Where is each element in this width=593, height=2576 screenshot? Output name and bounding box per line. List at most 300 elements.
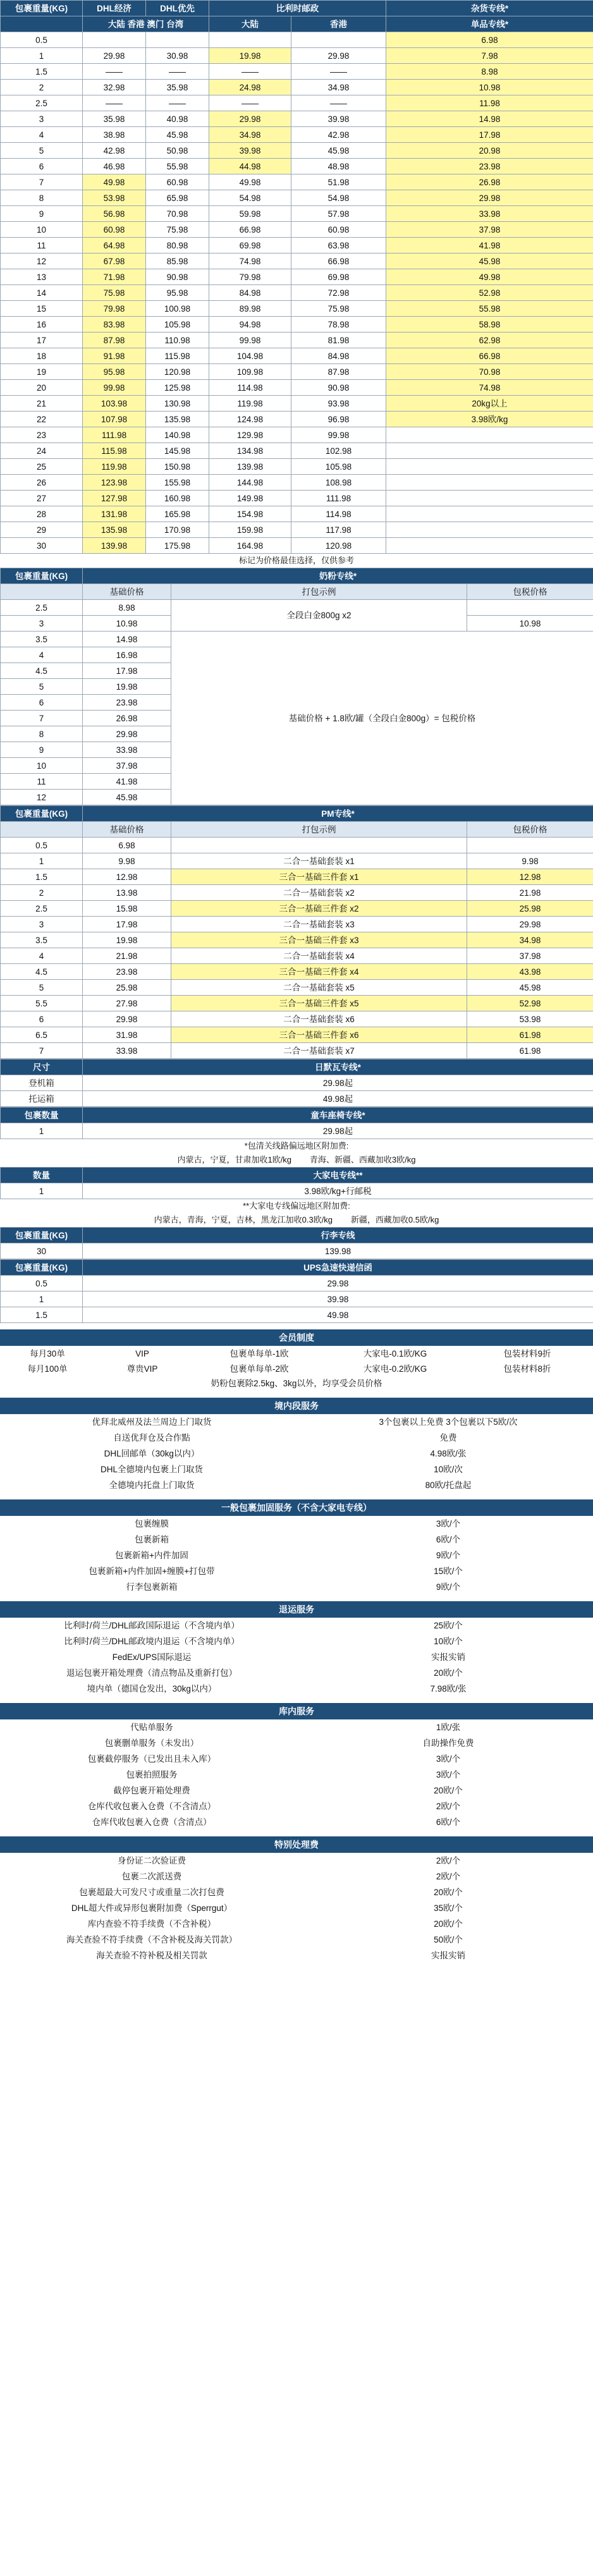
weight-cell: 5 (1, 980, 83, 996)
member-cell-2: 包裹单每单-1欧 (229, 1348, 289, 1358)
service-name: 海关查验不符手续费（不含补税及海关罚款） (66, 1935, 237, 1944)
service-price: 3个包裹以上免费 3个包裹以下5欧/次 (379, 1417, 518, 1427)
dhl-economy-price: 95.98 (83, 364, 146, 380)
special-title: 特别处理费 (0, 1836, 593, 1853)
tax-price: 12.98 (467, 869, 593, 885)
weight-cell: 6 (1, 1011, 83, 1027)
dhl-economy-price: 115.98 (83, 443, 146, 459)
base-price: 21.98 (83, 948, 171, 964)
weight-cell: 2 (1, 80, 83, 95)
example-cell: 二合一基础套装 x2 (171, 885, 467, 901)
weight-cell: 29 (1, 522, 83, 538)
belgium-mainland-price: 99.98 (209, 333, 291, 348)
service-price: 2欧/个 (436, 1802, 461, 1811)
express-header-row (1, 1, 593, 16)
table-row (1, 159, 593, 174)
warehouse-title: 库内服务 (0, 1703, 593, 1719)
table-row (1, 1307, 593, 1323)
table-row (1, 901, 593, 917)
service-price: 20欧/个 (434, 1888, 463, 1897)
milk-title: 奶粉专线* (83, 568, 593, 584)
member-cell-3: 大家电-0.2欧/KG (363, 1364, 427, 1374)
table-row (1, 64, 593, 80)
table-row (1, 632, 593, 647)
service-name: 仓库代收包裹入仓费（不含清点） (87, 1802, 216, 1811)
weight-cell: 27 (1, 491, 83, 506)
table-row (1, 1011, 593, 1027)
table-row (1, 253, 593, 269)
service-name: 退运包裹开箱处理费（清点物品及重新打包） (66, 1668, 237, 1678)
dhl-priority-price: 155.98 (146, 475, 209, 491)
weight-cell: 25 (1, 459, 83, 475)
service-price: 免费 (439, 1433, 457, 1443)
misc-line-price (386, 443, 593, 459)
value-cell: 29.98 (83, 1276, 593, 1291)
value-cell: 49.98起 (83, 1091, 593, 1107)
misc-line-price: 14.98 (386, 111, 593, 127)
example-cell (171, 838, 467, 853)
service-name: 比利时/荷兰/DHL邮政国际退运（不含境内单） (64, 1621, 240, 1630)
weight-cell: 2.5 (1, 901, 83, 917)
member-cell-1: VIP (135, 1348, 149, 1358)
weight-cell: 8 (1, 726, 83, 742)
base-price: 37.98 (83, 758, 171, 774)
subheader-empty (1, 822, 83, 838)
table-row (0, 1547, 593, 1563)
dhl-priority-price: 105.98 (146, 317, 209, 333)
dhl-priority-price: 175.98 (146, 538, 209, 554)
value-cell: 39.98 (83, 1291, 593, 1307)
misc-line-price: 29.98 (386, 190, 593, 206)
dhl-priority-price: 165.98 (146, 506, 209, 522)
returns-table (0, 1618, 593, 1697)
pm-table (0, 805, 593, 1059)
belgium-hongkong-price: 42.98 (291, 127, 386, 143)
weight-cell: 3 (1, 111, 83, 127)
belgium-hongkong-price: 90.98 (291, 380, 386, 396)
subheader-single-line: 单品专线* (386, 16, 593, 32)
weight-cell: 7 (1, 711, 83, 726)
table-row (0, 1665, 593, 1681)
weight-cell: 5.5 (1, 996, 83, 1011)
table-row (1, 32, 593, 48)
service-price: 4.98欧/张 (430, 1449, 467, 1458)
appliance-note-title: **大家电专线偏远地区附加费: (243, 1201, 350, 1211)
weight-cell: 1 (1, 853, 83, 869)
misc-line-price: 10.98 (386, 80, 593, 95)
belgium-hongkong-price: 51.98 (291, 174, 386, 190)
table-row (1, 917, 593, 932)
weight-cell: 4.5 (1, 663, 83, 679)
example-cell: 二合一基础套装 x4 (171, 948, 467, 964)
belgium-mainland-price: —— (209, 64, 291, 80)
member-cell-2: 包裹单每单-2欧 (229, 1364, 289, 1374)
misc-line-price (386, 475, 593, 491)
base-price: 29.98 (83, 726, 171, 742)
dhl-priority-price: 100.98 (146, 301, 209, 317)
belgium-hongkong-price: 87.98 (291, 364, 386, 380)
table-row (1, 980, 593, 996)
header-dhl-economy: DHL经济 (83, 1, 146, 16)
service-name: 包裹新箱 (135, 1535, 169, 1544)
service-price: 9欧/个 (436, 1551, 461, 1560)
belgium-mainland-price: 66.98 (209, 222, 291, 238)
table-row (1, 190, 593, 206)
table-row (1, 1291, 593, 1307)
service-name: 包裹截停服务（已发出且未入库） (87, 1754, 216, 1764)
weight-cell: 3.5 (1, 632, 83, 647)
base-price: 8.98 (83, 600, 171, 616)
table-row (1, 364, 593, 380)
weight-cell: 3 (1, 616, 83, 632)
table-row (1, 174, 593, 190)
weight-cell: 14 (1, 285, 83, 301)
tax-price: 53.98 (467, 1011, 593, 1027)
table-row (0, 1532, 593, 1547)
dhl-economy-price: 107.98 (83, 412, 146, 427)
service-price: 1欧/张 (436, 1723, 461, 1732)
base-price: 29.98 (83, 1011, 171, 1027)
service-price: 9欧/个 (436, 1582, 461, 1592)
table-row (1, 853, 593, 869)
misc-line-price: 52.98 (386, 285, 593, 301)
dhl-priority-price: 45.98 (146, 127, 209, 143)
dhl-economy-price: 139.98 (83, 538, 146, 554)
misc-line-price: 41.98 (386, 238, 593, 253)
belgium-mainland-price: 104.98 (209, 348, 291, 364)
packing-title: 一般包裹加固服务（不含大家电专线） (0, 1499, 593, 1516)
belgium-mainland-price: 49.98 (209, 174, 291, 190)
japan-table (0, 1059, 593, 1107)
belgium-mainland-price: 44.98 (209, 159, 291, 174)
belgium-hongkong-price: 48.98 (291, 159, 386, 174)
label-cell: 1 (1, 1291, 83, 1307)
dhl-economy-price: 99.98 (83, 380, 146, 396)
dhl-economy-price: 56.98 (83, 206, 146, 222)
table-row (1, 869, 593, 885)
table-row (1, 238, 593, 253)
stroller-table (0, 1107, 593, 1139)
express-note: 标记为价格最佳选择，仅供参考 (238, 556, 354, 565)
service-price: 2欧/个 (436, 1872, 461, 1881)
misc-line-price (386, 427, 593, 443)
dhl-priority-price: 65.98 (146, 190, 209, 206)
service-name: 海关查验不符补税及相关罚款 (96, 1951, 207, 1960)
dhl-economy-price: 135.98 (83, 522, 146, 538)
base-price: 9.98 (83, 853, 171, 869)
table-row (1, 269, 593, 285)
dhl-priority-price: 60.98 (146, 174, 209, 190)
service-name: 代贴单服务 (130, 1723, 173, 1732)
table-row (1, 143, 593, 159)
misc-line-price: 45.98 (386, 253, 593, 269)
table-row (1, 459, 593, 475)
dhl-economy-price: 46.98 (83, 159, 146, 174)
dhl-economy-price: 60.98 (83, 222, 146, 238)
subheader-empty (1, 584, 83, 600)
belgium-mainland-price: 89.98 (209, 301, 291, 317)
member-cell-1: 尊贵VIP (126, 1364, 158, 1374)
weight-cell: 9 (1, 742, 83, 758)
dhl-priority-price: 135.98 (146, 412, 209, 427)
service-name: DHL全德境内包裹上门取货 (100, 1465, 203, 1474)
stroller-col1: 包裹数量 (1, 1108, 83, 1123)
weight-cell: 6.5 (1, 1027, 83, 1043)
misc-line-price (386, 459, 593, 475)
belgium-hongkong-price: 69.98 (291, 269, 386, 285)
header-base-price: 基础价格 (83, 584, 171, 600)
belgium-mainland-price: 54.98 (209, 190, 291, 206)
table-row (1, 996, 593, 1011)
example-cell: 三合一基础三件套 x2 (171, 901, 467, 917)
belgium-hongkong-price: 99.98 (291, 427, 386, 443)
dhl-priority-price: 95.98 (146, 285, 209, 301)
luggage-table (0, 1227, 593, 1259)
belgium-mainland-price: 114.98 (209, 380, 291, 396)
table-row (1, 317, 593, 333)
value-cell: 49.98 (83, 1307, 593, 1323)
table-row (0, 1516, 593, 1532)
belgium-mainland-price: 94.98 (209, 317, 291, 333)
misc-line-price: 20.98 (386, 143, 593, 159)
base-price: 27.98 (83, 996, 171, 1011)
appliance-note-body: 内蒙古，青海，宁夏，吉林，黑龙江加收0.3欧/kg 新疆，西藏加收0.5欧/kg (154, 1215, 439, 1224)
dhl-priority-price: 85.98 (146, 253, 209, 269)
weight-cell: 3 (1, 917, 83, 932)
value-cell: 29.98起 (83, 1123, 593, 1139)
belgium-hongkong-price (291, 32, 386, 48)
dhl-priority-price: 55.98 (146, 159, 209, 174)
dhl-priority-price: 75.98 (146, 222, 209, 238)
misc-line-price: 8.98 (386, 64, 593, 80)
tax-price: 34.98 (467, 932, 593, 948)
belgium-mainland-price: 39.98 (209, 143, 291, 159)
table-row (1, 48, 593, 64)
label-cell: 0.5 (1, 1276, 83, 1291)
weight-cell: 4.5 (1, 964, 83, 980)
service-name: 自送优拜仓及合作點 (113, 1433, 190, 1443)
weight-cell: 12 (1, 790, 83, 805)
weight-cell: 26 (1, 475, 83, 491)
base-price: 10.98 (83, 616, 171, 632)
tax-price-empty (467, 600, 593, 616)
weight-cell: 6 (1, 695, 83, 711)
header-weight: 包裹重量(KG) (1, 1, 83, 16)
base-price: 17.98 (83, 663, 171, 679)
service-price: 实报实销 (431, 1951, 465, 1960)
weight-cell: 18 (1, 348, 83, 364)
example-cell: 三合一基础三件套 x5 (171, 996, 467, 1011)
service-price: 3欧/个 (436, 1754, 461, 1764)
header-belgium-post: 比利时邮政 (209, 1, 386, 16)
label-cell: 托运箱 (1, 1091, 83, 1107)
belgium-hongkong-price: 117.98 (291, 522, 386, 538)
misc-line-price: 62.98 (386, 333, 593, 348)
service-name: 比利时/荷兰/DHL邮政境内退运（不含境内单） (64, 1637, 240, 1646)
luggage-col1: 包裹重量(KG) (1, 1228, 83, 1243)
service-name: 优拜北威州及法兰周边上门取货 (92, 1417, 212, 1427)
belgium-mainland-price: 124.98 (209, 412, 291, 427)
dhl-economy-price: 119.98 (83, 459, 146, 475)
belgium-mainland-price: 139.98 (209, 459, 291, 475)
member-cell-4: 包装材料9折 (503, 1348, 551, 1358)
member-cell-0: 每月100单 (27, 1364, 68, 1374)
service-name: 仓库代收包裹入仓费（含清点） (92, 1817, 212, 1827)
weight-cell: 5 (1, 143, 83, 159)
belgium-hongkong-price: 72.98 (291, 285, 386, 301)
packing-table (0, 1516, 593, 1595)
weight-cell: 3.5 (1, 932, 83, 948)
base-price: 17.98 (83, 917, 171, 932)
weight-cell: 19 (1, 364, 83, 380)
table-row (1, 1243, 593, 1259)
tax-price: 61.98 (467, 1027, 593, 1043)
base-price: 16.98 (83, 647, 171, 663)
warehouse-table (0, 1719, 593, 1830)
table-row (1, 380, 593, 396)
service-price: 35欧/个 (434, 1903, 463, 1913)
dhl-economy-price: 71.98 (83, 269, 146, 285)
table-row (0, 1884, 593, 1900)
tax-price: 61.98 (467, 1043, 593, 1059)
service-name: 包裹缠膜 (135, 1519, 169, 1529)
table-row (1, 1027, 593, 1043)
belgium-mainland-price: 74.98 (209, 253, 291, 269)
header-example: 打包示例 (171, 822, 467, 838)
table-row (1, 1075, 593, 1091)
belgium-hongkong-price: 111.98 (291, 491, 386, 506)
table-row (0, 1735, 593, 1751)
label-cell: 1.5 (1, 1307, 83, 1323)
belgium-mainland-price: —— (209, 95, 291, 111)
table-row (0, 1869, 593, 1884)
belgium-hongkong-price: —— (291, 64, 386, 80)
table-row (0, 1579, 593, 1595)
table-row (0, 1916, 593, 1932)
dhl-economy-price: 67.98 (83, 253, 146, 269)
belgium-hongkong-price: 39.98 (291, 111, 386, 127)
table-row (0, 1783, 593, 1798)
stroller-title: 童车座椅专线* (83, 1108, 593, 1123)
example-cell: 二合一基础套装 x1 (171, 853, 467, 869)
service-price: 25欧/个 (434, 1621, 463, 1630)
base-price: 14.98 (83, 632, 171, 647)
service-price: 6欧/个 (436, 1817, 461, 1827)
belgium-hongkong-price: 66.98 (291, 253, 386, 269)
service-price: 6欧/个 (436, 1535, 461, 1544)
weight-cell: 7 (1, 174, 83, 190)
belgium-hongkong-price: 102.98 (291, 443, 386, 459)
label-cell: 1 (1, 1123, 83, 1139)
table-row (0, 1430, 593, 1446)
service-name: 包裹删单服务（未发出） (104, 1738, 199, 1748)
weight-cell: 20 (1, 380, 83, 396)
tax-price: 21.98 (467, 885, 593, 901)
dhl-economy-price: 35.98 (83, 111, 146, 127)
belgium-mainland-price: 159.98 (209, 522, 291, 538)
belgium-mainland-price: 69.98 (209, 238, 291, 253)
belgium-hongkong-price: 93.98 (291, 396, 386, 412)
belgium-mainland-price: 34.98 (209, 127, 291, 143)
table-row (1, 1183, 593, 1199)
weight-cell: 11 (1, 774, 83, 790)
dhl-priority-price (146, 32, 209, 48)
belgium-hongkong-price: 57.98 (291, 206, 386, 222)
luggage-title: 行李专线 (83, 1228, 593, 1243)
service-name: 身份证二次验证费 (118, 1856, 186, 1865)
dhl-priority-price: 125.98 (146, 380, 209, 396)
japan-title: 日默瓦专线* (83, 1059, 593, 1075)
pm-title: PM专线* (83, 806, 593, 822)
misc-line-price (386, 491, 593, 506)
belgium-mainland-price: 84.98 (209, 285, 291, 301)
service-name: 截停包裹开箱处理费 (113, 1786, 190, 1795)
misc-line-price: 55.98 (386, 301, 593, 317)
table-row (0, 1346, 593, 1361)
belgium-hongkong-price: 29.98 (291, 48, 386, 64)
table-row (1, 412, 593, 427)
dhl-economy-price: 42.98 (83, 143, 146, 159)
table-row (0, 1853, 593, 1869)
table-row (0, 1900, 593, 1916)
example-cell: 三合一基础三件套 x3 (171, 932, 467, 948)
table-row (1, 206, 593, 222)
ups-table (0, 1259, 593, 1323)
weight-cell: 4 (1, 127, 83, 143)
belgium-hongkong-price: 81.98 (291, 333, 386, 348)
dhl-economy-price: 111.98 (83, 427, 146, 443)
header-base-price: 基础价格 (83, 822, 171, 838)
weight-cell: 1 (1, 48, 83, 64)
domestic-title: 境内段服务 (0, 1398, 593, 1414)
header-weight: 包裹重量(KG) (1, 806, 83, 822)
weight-cell: 17 (1, 333, 83, 348)
table-row (1, 127, 593, 143)
returns-title: 退运服务 (0, 1601, 593, 1618)
tax-price: 25.98 (467, 901, 593, 917)
service-price: 15欧/个 (434, 1566, 463, 1576)
service-price: 3欧/个 (436, 1770, 461, 1779)
member-cell-0: 每月30单 (30, 1348, 65, 1358)
misc-line-price: 6.98 (386, 32, 593, 48)
belgium-mainland-price (209, 32, 291, 48)
table-row (1, 111, 593, 127)
stroller-note-title: *包清关线路偏远地区附加费: (244, 1141, 349, 1151)
subheader-mainland: 大陆 (209, 16, 291, 32)
belgium-hongkong-price: 96.98 (291, 412, 386, 427)
table-row (0, 1563, 593, 1579)
service-price: 3欧/个 (436, 1519, 461, 1529)
table-row (1, 301, 593, 317)
tax-price: 9.98 (467, 853, 593, 869)
service-name: DHL回邮单（30kg以内） (104, 1449, 200, 1458)
domestic-table (0, 1414, 593, 1493)
misc-line-price (386, 506, 593, 522)
dhl-economy-price: —— (83, 95, 146, 111)
service-name: 包裹新箱+内件加固 (115, 1551, 188, 1560)
dhl-economy-price: 131.98 (83, 506, 146, 522)
tax-price: 45.98 (467, 980, 593, 996)
weight-cell: 5 (1, 679, 83, 695)
service-price: 自助操作免费 (422, 1738, 474, 1748)
subheader-regions: 大陆 香港 澳门 台湾 (83, 16, 209, 32)
formula-cell: 基础价格 + 1.8欧/罐（全段白金800g）= 包税价格 (171, 632, 593, 805)
member-note: 奶粉包裹除2.5kg、3kg以外，均享受会员价格 (211, 1379, 382, 1388)
member-table (0, 1346, 593, 1376)
service-name: 全德境内托盘上门取货 (109, 1480, 195, 1490)
member-title: 会员制度 (0, 1329, 593, 1346)
service-price: 10欧/个 (434, 1637, 463, 1646)
